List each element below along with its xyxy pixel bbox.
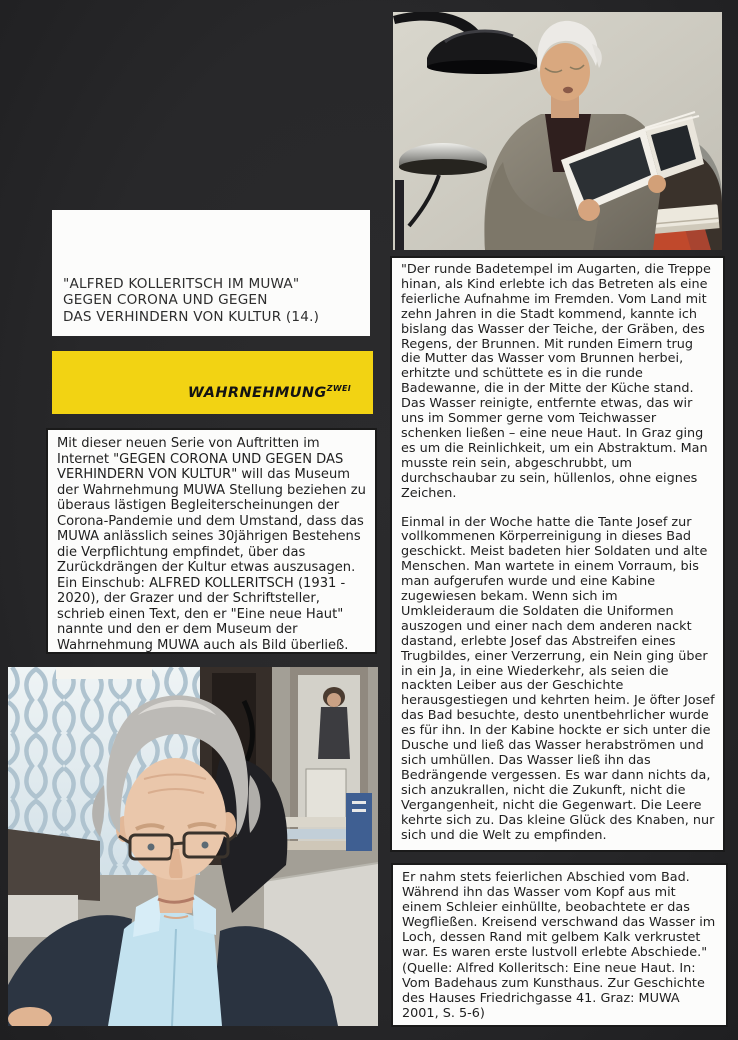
intro-text: Mit dieser neuen Serie von Auftritten im Internet "GEGEN CORONA UND GEGEN DAS VERHINDERN VON KULTUR" will das Museum der Wahrnehmung MUWA Stellung beziehen zu überaus lästigen Begleiterscheinungen der Corona-Pandemie und dem Umstand, dass das MUWA anlässlich seines 30jährigen Bestehens die Verpflichtung empfindet, über das Zurückdrängen der Kultur etwas auszusagen. Ein Einschub: ALFRED KOLLERITSCH (1931 - 2020), der Grazer und der Schriftsteller, schrieb einen Text, den er "Eine neue Haut" nannte und den er dem Museum der Wahrnehmung MUWA auch als Bild überließ. [57, 436, 366, 653]
right-hand [648, 175, 666, 193]
eye-right [202, 842, 209, 849]
photo-man-portrait-illustration [8, 667, 378, 1026]
photo-man-reading-illustration [393, 12, 722, 250]
headline-card [52, 210, 370, 336]
banner-title [188, 384, 351, 401]
banner-title-text: WAHRNEHMUNG [187, 385, 327, 401]
closing-card [391, 863, 728, 1027]
window-note [56, 667, 152, 679]
window-sill [8, 829, 100, 901]
eye-left [148, 844, 155, 851]
photo-man-portrait [8, 667, 378, 1026]
headline-line-1: "ALFRED KOLLERITSCH IM MUWA" [63, 275, 300, 292]
headline-line-3: DAS VERHINDERN VON KULTUR (14.) [63, 308, 320, 325]
closing-text: Er nahm stets feierlichen Abschied vom Bad. Während ihn das Wasser vom Kopf aus mit einem Schleier einhüllte, beobachtete er das Wegfließen. Kreisend verschwand das Wasser im Loch, dessen Rand mit gelbem Kalk verkrustet war. Es waren erste lustvoll erlebte Abschiede." (Quelle: Alfred Kolleritsch: Eine neue Haut. In: Vom Badehaus zum Kunsthaus. Zur Geschichte des Hauses Friedrichgasse 41. Graz: MUWA 2001, S. 5-6) [402, 870, 716, 1021]
headline-line-2: GEGEN CORONA UND GEGEN [63, 292, 268, 309]
photo-man-reading [393, 12, 722, 250]
left-hand [578, 199, 600, 221]
essay-paragraph-1: "Der runde Badetempel im Augarten, die Treppe hinan, als Kind erlebte ich das Betreten als eine feierliche Aufnahme im Fremden. Vom Land mit zehn Jahren in die Stadt kommend, kannte ich bislang das Wasser der Teiche, der Gräben, des Regens, der Brunnen. Mit runden Eimern trug die Mutter das Wasser vom Brunnen herbei, erhitzte und schüttete es in die runde Badewanne, die in der Mitte der Küche stand. Das Wasser reinigte, entfernte etwas, das wir uns im Sommer gerne vom Teichwasser schenken ließen – eine neue Haut. In Graz ging es um die Reinlichkeit, um ein Abstraktum. Man musste rein sein, abgeschrubbt, um durchschaubar zu sein, hüllenlos, ohne eignes Zeichen. [401, 262, 711, 501]
essay-paragraph-2: Einmal in der Woche hatte die Tante Josef zur vollkommenen Körperreinigung in dieses Bad geschickt. Meist badeten hier Soldaten und alte Menschen. Man wartete in einem Vorraum, bis man aufgerufen wurde und eine Kabine zugewiesen bekam. Wenn sich im Umkleideraum die Soldaten die Uniformen auszogen und einer nach dem anderen nackt dastand, erlebte Josef das Abstreifen eines Trugbildes, einer Verzerrung, ein Nein ging über in ein Ja, in eine Wiederkehr, als seien die nackten Leiber aus der Geschichte herausgestiegen und kehrten heim. Je öfter Josef das Bad besuchte, desto unentbehrlicher wurde es für ihn. In der Kabine hockte er sich unter die Dusche und ließ das Wasser herabströmen und sich umhüllen. Das Wasser ließ ihn das Bedrängende vergessen. Es war dann nichts da, sich anzukrallen, nicht die Zukunft, nicht die Vergangenheit, nicht die Gegenwart. Die Leere kehrte sich zu. Das kleine Glück des Knaben, nur sich und die Welt zu empfinden. [401, 514, 715, 843]
intro-card [46, 428, 377, 654]
wahrnehmung-banner [52, 351, 373, 414]
poster-woman-face [327, 693, 341, 707]
banner-superscript: ZWEI [326, 384, 351, 394]
mouth [563, 87, 573, 93]
white-chair-picture [306, 769, 346, 825]
essay-card [390, 256, 725, 852]
poster-woman-body [318, 707, 350, 759]
